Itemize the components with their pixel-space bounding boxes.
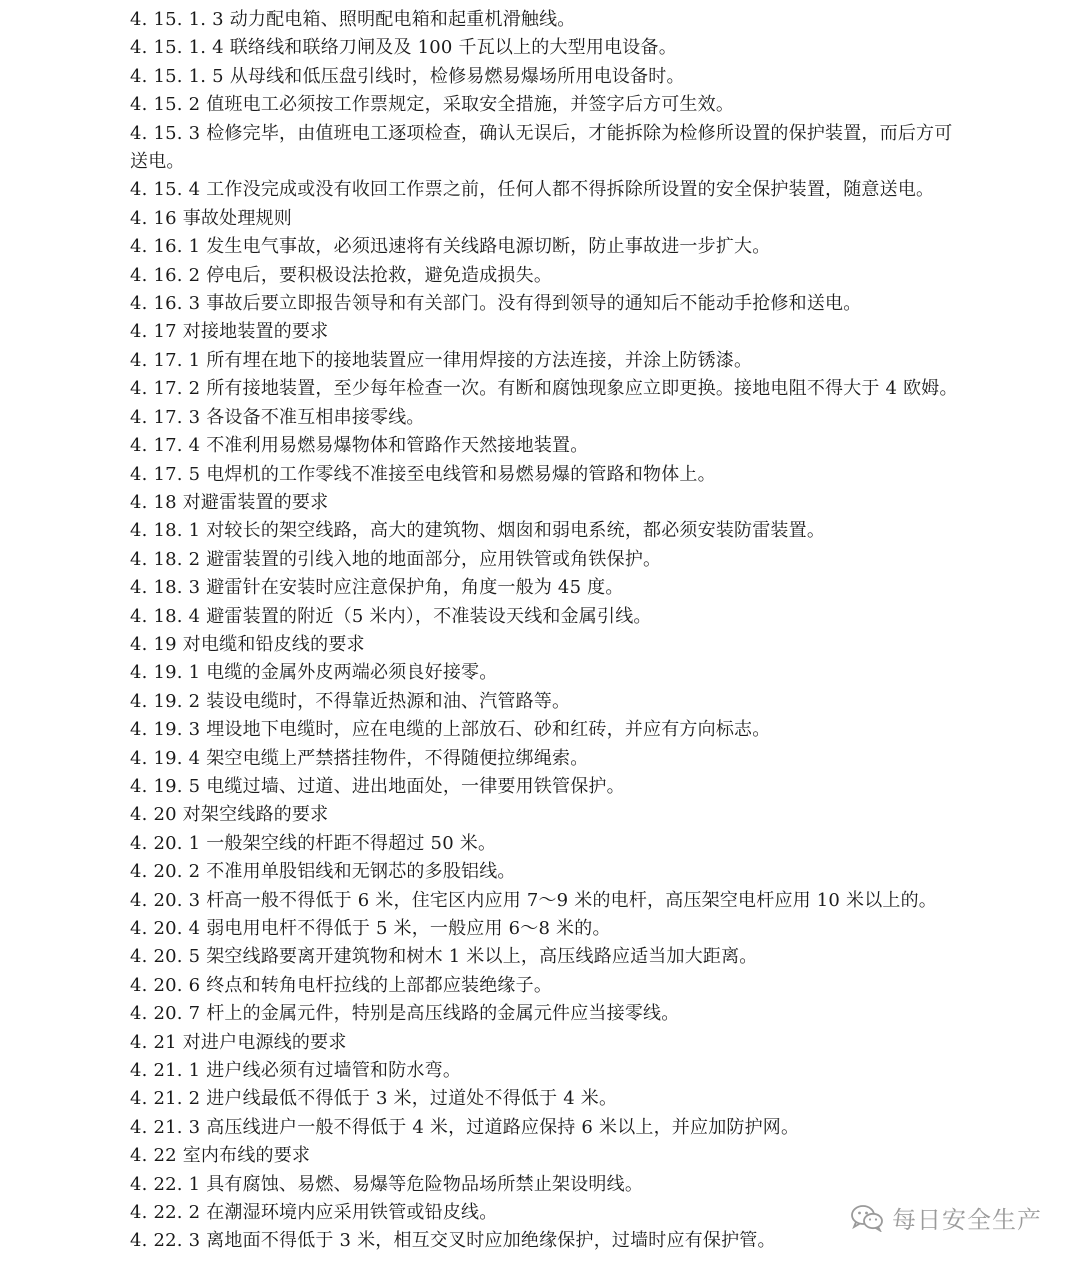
text-line: 4. 20. 2 不准用单股铝线和无钢芯的多股铝线。: [130, 861, 516, 883]
text-line: 4. 18. 1 对较长的架空线路，高大的建筑物、烟囱和弱电系统，都必须安装防雷装置。: [130, 520, 826, 542]
text-line: 4. 20. 1 一般架空线的杆距不得超过 50 米。: [130, 832, 497, 854]
text-line: 4. 15. 2 值班电工必须按工作票规定，采取安全措施，并签字后方可生效。: [130, 94, 735, 116]
text-line: 4. 20 对架空线路的要求: [130, 804, 329, 826]
wechat-icon: [850, 1204, 884, 1232]
text-line: 4. 15. 1. 4 联络线和联络刀闸及及 100 千瓦以上的大型用电设备。: [130, 37, 677, 59]
text-line: 4. 18 对避雷装置的要求: [130, 491, 329, 513]
text-line: 4. 22 室内布线的要求: [130, 1145, 311, 1167]
text-line: 4. 18. 2 避雷装置的引线入地的地面部分，应用铁管或角铁保护。: [130, 548, 662, 570]
text-line: 4. 19. 4 架空电缆上严禁搭挂物件，不得随便拉绑绳索。: [130, 747, 589, 769]
document-body: [0, 6, 1080, 1256]
text-line: 4. 16 事故处理规则: [130, 207, 292, 229]
watermark-text: 每日安全生产: [892, 1206, 1042, 1234]
text-line: 4. 22. 1 具有腐蚀、易燃、易爆等危险物品场所禁止架设明线。: [130, 1173, 644, 1195]
text-line: 送电。: [130, 151, 185, 173]
text-line: 4. 15. 3 检修完毕，由值班电工逐项检查，确认无误后，才能拆除为检修所设置的保护装置，而后方可: [130, 122, 953, 144]
text-line: 4. 21. 1 进户线必须有过墙管和防水弯。: [130, 1060, 462, 1082]
text-line: 4. 17. 3 各设备不准互相串接零线。: [130, 406, 425, 428]
text-line: 4. 22. 3 离地面不得低于 3 米，相互交叉时应加绝缘保护，过墙时应有保护管。: [130, 1230, 776, 1252]
text-line: 4. 15. 1. 5 从母线和低压盘引线时，检修易燃易爆场所用电设备时。: [130, 65, 685, 87]
text-line: 4. 21. 2 进户线最低不得低于 3 米，过道处不得低于 4 米。: [130, 1088, 618, 1110]
text-line: 4. 22. 2 在潮湿环境内应采用铁管或铅皮线。: [130, 1202, 498, 1224]
text-line: 4. 20. 3 杆高一般不得低于 6 米，住宅区内应用 7～9 米的电杆，高压架空电杆应用 10 米以上的。: [130, 889, 938, 911]
text-line: 4. 16. 1 发生电气事故，必须迅速将有关线路电源切断，防止事故进一步扩大。: [130, 236, 771, 258]
text-line: 4. 19. 2 装设电缆时，不得靠近热源和油、汽管路等。: [130, 690, 571, 712]
text-line: 4. 17. 5 电焊机的工作零线不准接至电线管和易燃易爆的管路和物体上。: [130, 463, 716, 485]
text-line: 4. 17 对接地装置的要求: [130, 321, 329, 343]
text-line: 4. 21 对进户电源线的要求: [130, 1031, 347, 1053]
text-line: 4. 15. 4 工作没完成或没有收回工作票之前，任何人都不得拆除所设置的安全保护装置，随意送电。: [130, 179, 935, 201]
text-line: 4. 17. 4 不准利用易燃易爆物体和管路作天然接地装置。: [130, 435, 589, 457]
text-line: 4. 20. 5 架空线路要离开建筑物和树木 1 米以上，高压线路应适当加大距离。: [130, 946, 758, 968]
text-line: 4. 20. 4 弱电用电杆不得低于 5 米，一般应用 6～8 米的。: [130, 918, 611, 939]
watermark: [850, 1200, 1042, 1235]
text-line: 4. 18. 3 避雷针在安装时应注意保护角，角度一般为 45 度。: [130, 577, 624, 599]
text-line: 4. 17. 2 所有接地装置，至少每年检查一次。有断和腐蚀现象应立即更换。接地电阻不得大于 4 欧姆。: [130, 378, 958, 400]
text-line: 4. 16. 2 停电后，要积极设法抢救，避免造成损失。: [130, 264, 553, 286]
text-line: 4. 19. 5 电缆过墙、过道、进出地面处，一律要用铁管保护。: [130, 775, 625, 797]
text-line: 4. 20. 6 终点和转角电杆拉线的上部都应装绝缘子。: [130, 974, 553, 996]
text-line: 4. 18. 4 避雷装置的附近（5 米内），不准装设天线和金属引线。: [130, 605, 652, 627]
text-line: 4. 19. 1 电缆的金属外皮两端必须良好接零。: [130, 662, 498, 684]
text-line: 4. 19. 3 埋设地下电缆时，应在电缆的上部放石、砂和红砖，并应有方向标志。: [130, 719, 771, 741]
text-line: 4. 21. 3 高压线进户一般不得低于 4 米，过道路应保持 6 米以上，并应加防护网。: [130, 1116, 800, 1138]
text-line: 4. 17. 1 所有埋在地下的接地装置应一律用焊接的方法连接，并涂上防锈漆。: [130, 349, 753, 371]
text-line: 4. 19 对电缆和铅皮线的要求: [130, 633, 365, 655]
text-line: 4. 15. 1. 3 动力配电箱、照明配电箱和起重机滑触线。: [130, 9, 576, 30]
text-line: 4. 16. 3 事故后要立即报告领导和有关部门。没有得到领导的通知后不能动手抢修和送电。: [130, 293, 862, 315]
text-line: 4. 20. 7 杆上的金属元件，特别是高压线路的金属元件应当接零线。: [130, 1003, 680, 1025]
